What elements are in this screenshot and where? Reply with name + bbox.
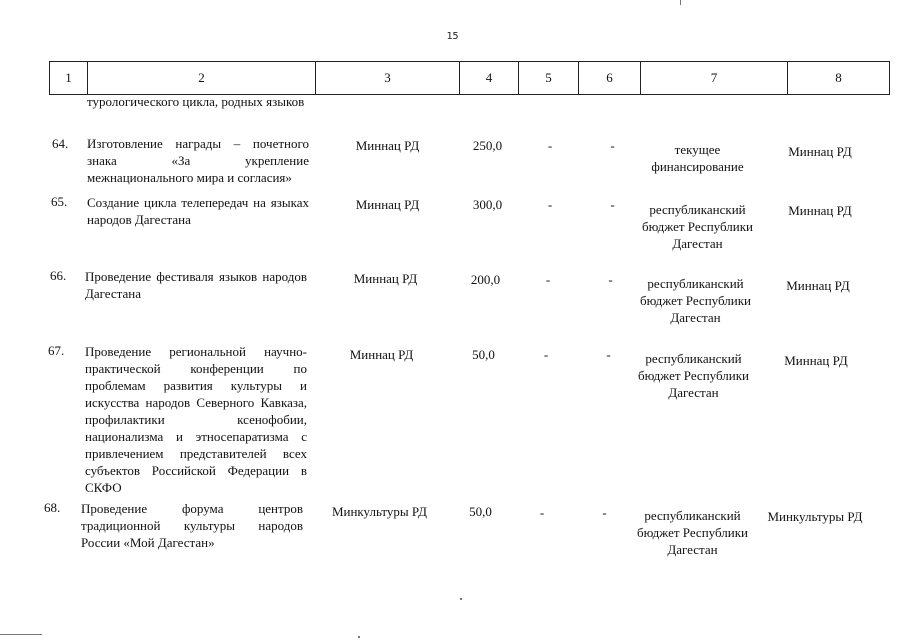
responsible: Миннац РД bbox=[788, 203, 852, 218]
responsible: Миннац РД bbox=[788, 144, 852, 159]
responsible: Миннац РД bbox=[786, 278, 850, 293]
measure-name: Проведение фестиваля языков народов Дагестана bbox=[85, 269, 307, 301]
measure-name: Проведение форума центров традиционной культуры народов России «Мой Дагестан» bbox=[81, 501, 303, 550]
scan-speck bbox=[358, 636, 360, 638]
funding-source: республиканский бюджет Республики Дагестан bbox=[639, 276, 751, 325]
amount: 50,0 bbox=[469, 504, 492, 519]
executor: Миннац РД bbox=[349, 347, 414, 362]
responsible: Миннац РД bbox=[784, 353, 848, 368]
measure-name: Проведение региональной научно-практической конференции по проблемам развития культуры и искусства народов Северного Кавказа, профилактики ксенофобии, национализма и этносепаратизма с привлечением представителей всех субъектов Российской Федерации в СКФО bbox=[85, 344, 307, 495]
col5-value: - bbox=[543, 347, 549, 362]
col6-value: - bbox=[606, 347, 611, 362]
col6-value: - bbox=[610, 197, 615, 212]
column-header-table bbox=[49, 61, 890, 95]
responsible: Минкультуры РД bbox=[767, 509, 863, 524]
col6-value: - bbox=[608, 272, 613, 287]
row-number: 67. bbox=[48, 343, 65, 358]
amount: 250,0 bbox=[472, 138, 503, 153]
amount: 50,0 bbox=[472, 347, 495, 362]
funding-source: республиканский бюджет Республики Дагестан bbox=[641, 202, 753, 251]
column-header-5: 5 bbox=[519, 62, 579, 95]
measure-name: Создание цикла телепередач на языках народов Дагестана bbox=[87, 195, 309, 227]
column-header-1: 1 bbox=[50, 62, 88, 95]
scan-speck bbox=[460, 598, 462, 600]
executor: Миннац РД bbox=[353, 271, 418, 286]
column-header-row bbox=[50, 62, 890, 95]
column-header-6: 6 bbox=[579, 62, 641, 95]
page-number: 15 bbox=[446, 31, 459, 42]
amount: 300,0 bbox=[472, 197, 503, 212]
executor: Минкультуры РД bbox=[331, 504, 428, 519]
column-header-4: 4 bbox=[460, 62, 519, 95]
col6-value: - bbox=[610, 138, 615, 153]
row-number: 68. bbox=[44, 500, 61, 515]
funding-source: республиканский бюджет Республики Дагестан bbox=[636, 508, 748, 557]
col5-value: - bbox=[539, 505, 545, 520]
column-header-8: 8 bbox=[788, 62, 890, 95]
amount: 200,0 bbox=[470, 272, 501, 287]
row-number: 66. bbox=[50, 268, 67, 283]
executor: Миннац РД bbox=[355, 138, 420, 153]
funding-source: текущее финансирование bbox=[651, 142, 744, 174]
scan-speck bbox=[680, 0, 681, 5]
row-number: 64. bbox=[52, 136, 69, 151]
column-header-2: 2 bbox=[88, 62, 316, 95]
column-header-7: 7 bbox=[641, 62, 788, 95]
column-header-3: 3 bbox=[316, 62, 460, 95]
col5-value: - bbox=[547, 138, 553, 153]
col5-value: - bbox=[547, 197, 553, 212]
row-number: 65. bbox=[51, 194, 68, 209]
scan-speck bbox=[0, 634, 42, 635]
executor: Миннац РД bbox=[355, 197, 420, 212]
measure-name: Изготовление награды – почетного знака «За укрепление межнационального мира и согласия» bbox=[87, 136, 309, 185]
col5-value: - bbox=[545, 272, 551, 287]
continuation-text: турологического цикла, родных языков bbox=[87, 94, 305, 109]
funding-source: республиканский бюджет Республики Дагестан bbox=[637, 351, 749, 400]
col6-value: - bbox=[602, 505, 607, 520]
